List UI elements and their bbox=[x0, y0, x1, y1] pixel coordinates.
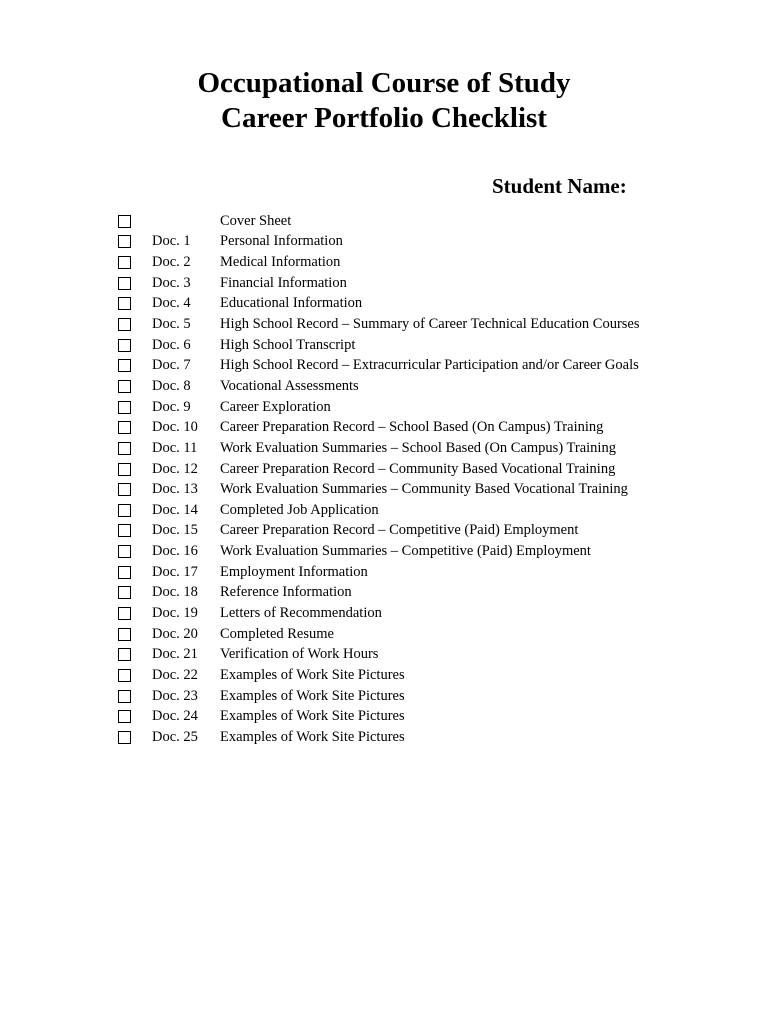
checklist-row bbox=[118, 706, 718, 727]
checklist-row bbox=[118, 252, 718, 273]
doc-description: Examples of Work Site Pictures bbox=[220, 666, 405, 683]
checklist-item bbox=[118, 459, 718, 480]
document-title bbox=[0, 66, 768, 136]
checklist-checkbox[interactable] bbox=[118, 628, 131, 641]
checklist-item bbox=[118, 417, 718, 438]
checklist-checkbox[interactable] bbox=[118, 339, 131, 352]
checklist-item bbox=[118, 686, 718, 707]
checklist-item bbox=[118, 500, 718, 521]
checklist-checkbox[interactable] bbox=[118, 256, 131, 269]
doc-description: Letters of Recommendation bbox=[220, 604, 382, 621]
doc-number: Doc. 16 bbox=[152, 543, 198, 560]
checklist-row bbox=[118, 294, 718, 315]
checklist-row bbox=[118, 355, 718, 376]
doc-number: Doc. 1 bbox=[152, 233, 191, 250]
checklist-checkbox[interactable] bbox=[118, 235, 131, 248]
checklist-checkbox[interactable] bbox=[118, 731, 131, 744]
checklist-row bbox=[118, 624, 718, 645]
checklist-row bbox=[118, 211, 718, 232]
checklist-checkbox[interactable] bbox=[118, 648, 131, 661]
checklist-row bbox=[118, 644, 718, 665]
doc-description: Reference Information bbox=[220, 584, 352, 601]
doc-description: Employment Information bbox=[220, 563, 368, 580]
checklist-row bbox=[118, 727, 718, 748]
checklist-row bbox=[118, 541, 718, 562]
checklist-checkbox[interactable] bbox=[118, 690, 131, 703]
checklist-checkbox[interactable] bbox=[118, 215, 131, 228]
checklist-checkbox[interactable] bbox=[118, 401, 131, 414]
checklist-row bbox=[118, 376, 718, 397]
checklist-row bbox=[118, 479, 718, 500]
doc-number: Doc. 19 bbox=[152, 604, 198, 621]
checklist-item bbox=[118, 624, 718, 645]
checklist-row bbox=[118, 521, 718, 542]
checklist-item bbox=[118, 376, 718, 397]
doc-description: Educational Information bbox=[220, 295, 363, 312]
checklist-checkbox[interactable] bbox=[118, 463, 131, 476]
doc-number: Doc. 6 bbox=[152, 336, 191, 353]
doc-description: Career Exploration bbox=[220, 398, 331, 415]
doc-description: Examples of Work Site Pictures bbox=[220, 708, 405, 725]
doc-description: High School Transcript bbox=[220, 336, 356, 353]
checklist-item bbox=[118, 727, 718, 748]
title-line-2: Career Portfolio Checklist bbox=[221, 102, 547, 134]
checklist-item bbox=[118, 252, 718, 273]
doc-number: Doc. 25 bbox=[152, 728, 198, 745]
checklist-item bbox=[118, 541, 718, 562]
doc-number: Doc. 21 bbox=[152, 646, 198, 663]
checklist-checkbox[interactable] bbox=[118, 483, 131, 496]
checklist-row bbox=[118, 459, 718, 480]
checklist-row bbox=[118, 500, 718, 521]
doc-number: Doc. 22 bbox=[152, 666, 198, 683]
doc-number: Doc. 10 bbox=[152, 419, 198, 436]
checklist-item bbox=[118, 644, 718, 665]
portfolio-checklist bbox=[118, 211, 718, 748]
checklist-row bbox=[118, 417, 718, 438]
doc-description: Career Preparation Record – Competitive (Paid) Employment bbox=[220, 522, 579, 539]
checklist-checkbox[interactable] bbox=[118, 442, 131, 455]
doc-description: Work Evaluation Summaries – School Based (On Campus) Training bbox=[220, 439, 616, 456]
checklist-row bbox=[118, 397, 718, 418]
checklist-checkbox[interactable] bbox=[118, 318, 131, 331]
doc-number: Doc. 20 bbox=[152, 625, 198, 642]
checklist-item bbox=[118, 521, 718, 542]
doc-number: Doc. 4 bbox=[152, 295, 191, 312]
checklist-row bbox=[118, 603, 718, 624]
doc-number: Doc. 8 bbox=[152, 377, 191, 394]
doc-description: Work Evaluation Summaries – Community Based Vocational Training bbox=[220, 481, 628, 498]
doc-description: High School Record – Summary of Career Technical Education Courses bbox=[220, 316, 640, 333]
checklist-row bbox=[118, 686, 718, 707]
checklist-item bbox=[118, 603, 718, 624]
checklist-checkbox[interactable] bbox=[118, 277, 131, 290]
doc-number: Doc. 3 bbox=[152, 274, 191, 291]
doc-description: Work Evaluation Summaries – Competitive (Paid) Employment bbox=[220, 543, 591, 560]
doc-number: Doc. 12 bbox=[152, 460, 198, 477]
checklist-row bbox=[118, 232, 718, 253]
checklist-row bbox=[118, 314, 718, 335]
doc-number: Doc. 11 bbox=[152, 439, 198, 456]
doc-description: Medical Information bbox=[220, 254, 341, 271]
checklist-checkbox[interactable] bbox=[118, 566, 131, 579]
checklist-checkbox[interactable] bbox=[118, 380, 131, 393]
checklist-item bbox=[118, 665, 718, 686]
checklist-item bbox=[118, 355, 718, 376]
checklist-item bbox=[118, 335, 718, 356]
doc-number: Doc. 15 bbox=[152, 522, 198, 539]
checklist-item bbox=[118, 232, 718, 253]
doc-number: Doc. 17 bbox=[152, 563, 198, 580]
checklist-checkbox[interactable] bbox=[118, 607, 131, 620]
checklist-item bbox=[118, 583, 718, 604]
doc-description: Cover Sheet bbox=[220, 212, 292, 229]
checklist-checkbox[interactable] bbox=[118, 297, 131, 310]
checklist-checkbox[interactable] bbox=[118, 669, 131, 682]
checklist-row bbox=[118, 583, 718, 604]
checklist-item bbox=[118, 397, 718, 418]
checklist-row bbox=[118, 273, 718, 294]
checklist-checkbox[interactable] bbox=[118, 586, 131, 599]
checklist-row bbox=[118, 438, 718, 459]
doc-description: Financial Information bbox=[220, 274, 347, 291]
doc-description: Examples of Work Site Pictures bbox=[220, 687, 405, 704]
doc-number: Doc. 13 bbox=[152, 481, 198, 498]
doc-description: Career Preparation Record – School Based (On Campus) Training bbox=[220, 419, 604, 436]
checklist-item bbox=[118, 479, 718, 500]
checklist-row bbox=[118, 665, 718, 686]
checklist-item bbox=[118, 273, 718, 294]
checklist-row bbox=[118, 562, 718, 583]
doc-number: Doc. 7 bbox=[152, 357, 191, 374]
title-line-1: Occupational Course of Study bbox=[197, 67, 571, 99]
checklist-item bbox=[118, 562, 718, 583]
doc-description: High School Record – Extracurricular Participation and/or Career Goals bbox=[220, 357, 639, 374]
checklist-checkbox[interactable] bbox=[118, 710, 131, 723]
doc-number: Doc. 5 bbox=[152, 316, 191, 333]
doc-description: Examples of Work Site Pictures bbox=[220, 728, 405, 745]
checklist-checkbox[interactable] bbox=[118, 421, 131, 434]
checklist-row bbox=[118, 335, 718, 356]
doc-number: Doc. 14 bbox=[152, 501, 198, 518]
doc-number: Doc. 23 bbox=[152, 687, 198, 704]
doc-description: Verification of Work Hours bbox=[220, 646, 379, 663]
checklist-checkbox[interactable] bbox=[118, 545, 131, 558]
doc-number: Doc. 2 bbox=[152, 254, 191, 271]
doc-description: Completed Job Application bbox=[220, 501, 379, 518]
checklist-checkbox[interactable] bbox=[118, 359, 131, 372]
checklist-item bbox=[118, 706, 718, 727]
doc-description: Vocational Assessments bbox=[220, 377, 359, 394]
checklist-item bbox=[118, 438, 718, 459]
student-name-label: Student Name: bbox=[492, 174, 627, 198]
doc-number: Doc. 18 bbox=[152, 584, 198, 601]
checklist-item bbox=[118, 314, 718, 335]
doc-description: Completed Resume bbox=[220, 625, 334, 642]
doc-number: Doc. 9 bbox=[152, 398, 191, 415]
doc-number: Doc. 24 bbox=[152, 708, 198, 725]
doc-description: Career Preparation Record – Community Based Vocational Training bbox=[220, 460, 616, 477]
checklist-item bbox=[118, 211, 718, 232]
checklist-checkbox[interactable] bbox=[118, 524, 131, 537]
doc-description: Personal Information bbox=[220, 233, 343, 250]
checklist-item bbox=[118, 294, 718, 315]
checklist-checkbox[interactable] bbox=[118, 504, 131, 517]
